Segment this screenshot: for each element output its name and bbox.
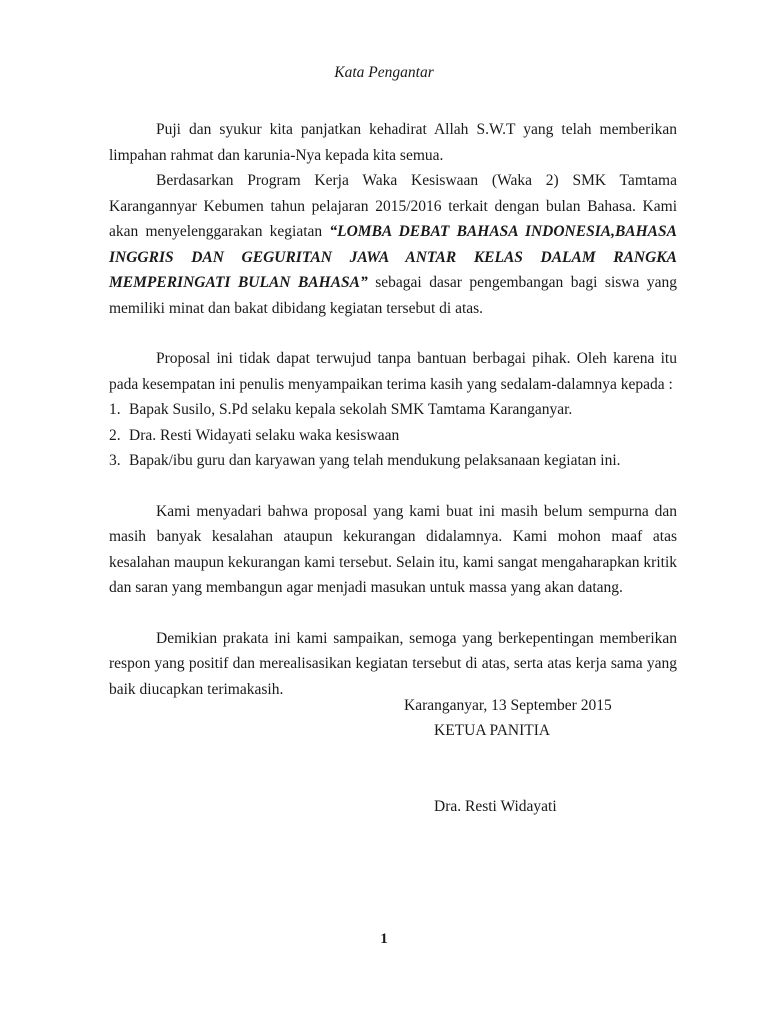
list-item-number: 3. (109, 452, 121, 469)
paragraph-thanks-intro: Proposal ini tidak dapat terwujud tanpa bantuan berbagai pihak. Oleh karena itu pada kesempatan ini penulis menyampaikan terima kasih yang sedalam-dalamnya kepada : (109, 350, 677, 393)
document-body (109, 117, 677, 702)
signature-name: Dra. Resti Widayati (434, 798, 557, 815)
list-item-text: Dra. Resti Widayati selaku waka kesiswaan (129, 426, 400, 444)
signature-place-date: Karanganyar, 13 September 2015 (404, 697, 612, 714)
document-title: Kata Pengantar (334, 64, 434, 81)
page-number: 1 (380, 931, 388, 947)
list-item-number: 1. (109, 401, 121, 418)
signature-position: KETUA PANITIA (434, 722, 551, 739)
list-item (109, 448, 677, 474)
list-item-text: Bapak/ibu guru dan karyawan yang telah mendukung pelaksanaan kegiatan ini. (129, 452, 621, 469)
paragraph-event (109, 168, 677, 321)
paragraph-event-intro: Berdasarkan Program Kerja Waka Kesiswaan (Waka 2) SMK Tamtama Karangannyar Kebumen tahun pelajaran 2015/2016 terkait dengan bulan Bahasa. Kami akan menyelenggarakan kegiatan (109, 172, 677, 240)
list-item-text: Bapak Susilo, S.Pd selaku kepala sekolah SMK Tamtama Karanganyar. (129, 401, 573, 418)
paragraph-closing: Demikian prakata ini kami sampaikan, semoga yang berkepentingan memberikan respon yang positif dan merealisasikan kegiatan tersebut di atas, serta atas kerja sama yang baik diucapkan terimakasih. (109, 629, 677, 698)
paragraph-event-purpose: sebagai dasar pengembangan bagi siswa yang memiliki minat dan bakat dibidang kegiatan tersebut di atas. (109, 274, 678, 317)
event-title: “LOMBA DEBAT BAHASA INDONESIA,BAHASA INGGRIS DAN GEGURITAN JAWA ANTAR KELAS DALAM RANGKA MEMPERINGATI BULAN BAHASA” (109, 223, 677, 291)
list-item (109, 423, 677, 449)
paragraph-apology: Kami menyadari bahwa proposal yang kami buat ini masih belum sempurna dan masih banyak kesalahan ataupun kekurangan didalamnya. Kami mohon maaf atas kesalahan maupun kekurangan kami tersebut. Selain itu, kami sangat mengaharapkan kritik dan saran yang membangun agar menjadi masukan untuk massa yang akan datang. (109, 502, 677, 596)
paragraph-opening: Puji dan syukur kita panjatkan kehadirat Allah S.W.T yang telah memberikan limpahan rahmat dan karunia-Nya kepada kita semua. (109, 121, 677, 164)
thanks-list (109, 397, 677, 474)
list-item-number: 2. (109, 426, 121, 444)
list-item (109, 397, 677, 423)
